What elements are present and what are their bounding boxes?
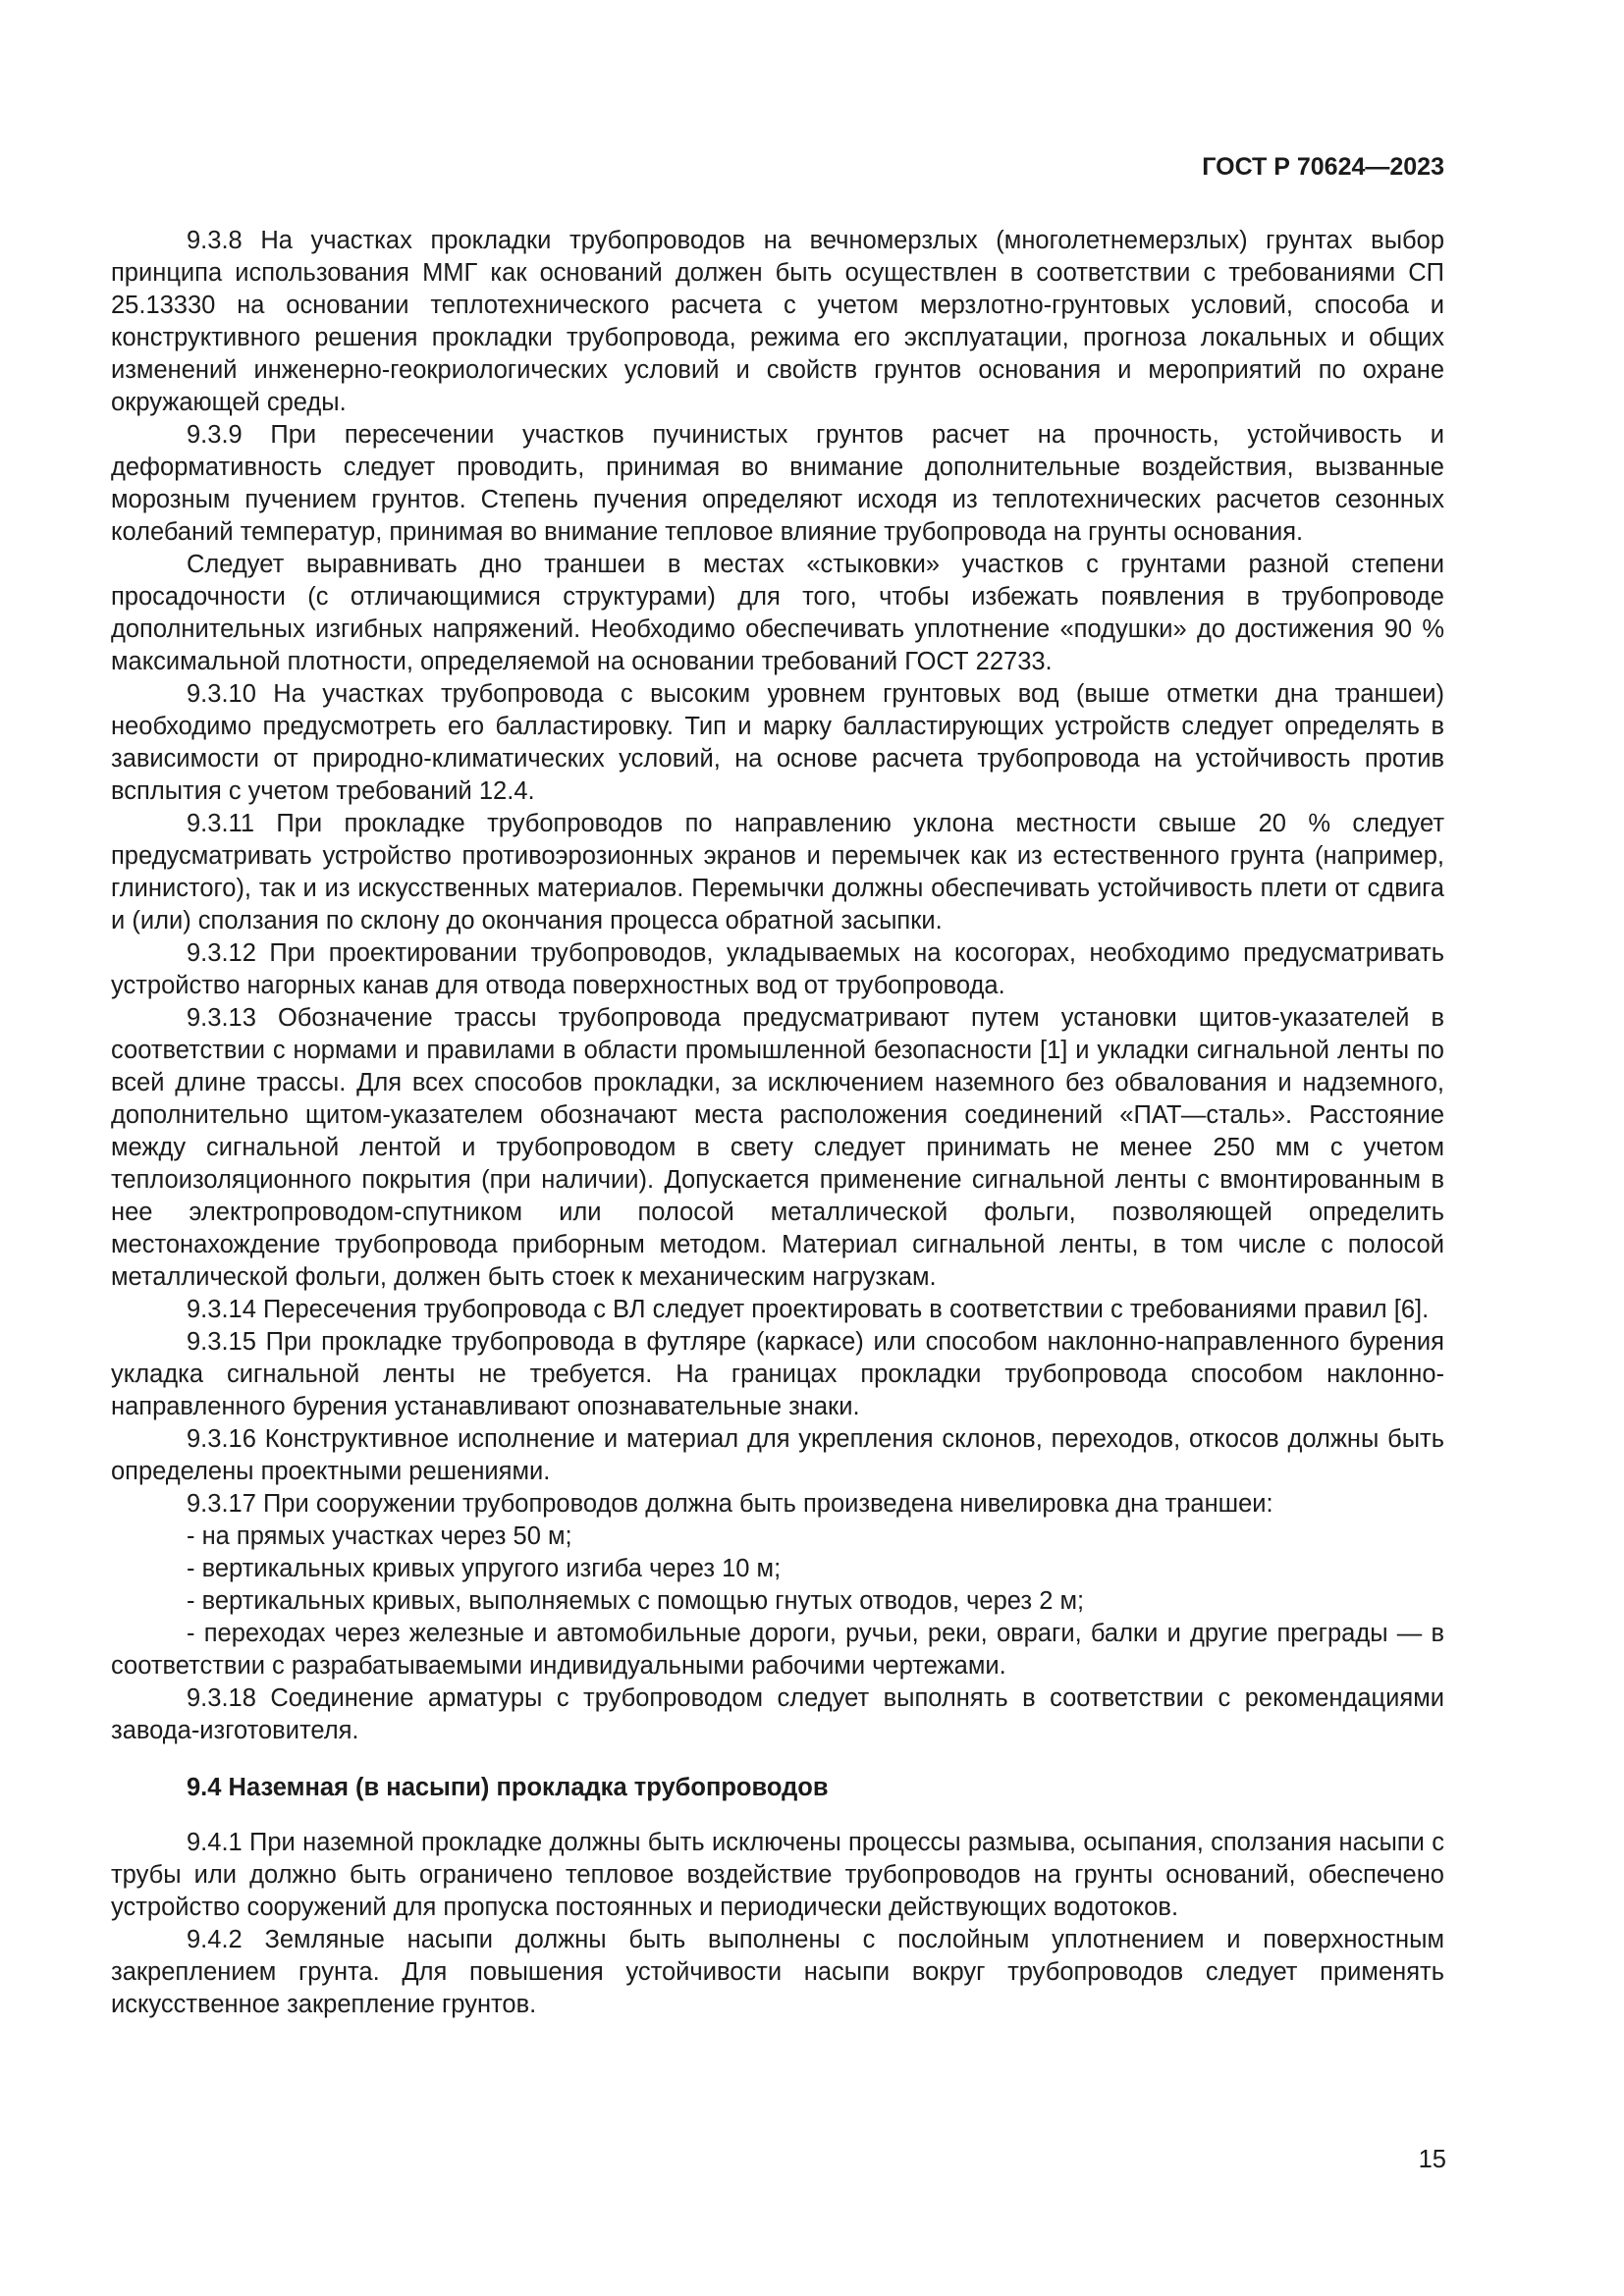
paragraph-9-3-15: 9.3.15 При прокладке трубопровода в футляре (каркасе) или способом наклонно-направленного бурения укладка сигнальной ленты не требуется. На границах прокладки трубопровода способом наклонно-направленного бурения устанавливают опознавательные знаки. — [111, 1328, 1444, 1420]
paragraph-9-3-12: 9.3.12 При проектировании трубопроводов, укладываемых на косогорах, необходимо предусматривать устройство нагорных канав для отвода поверхностных вод от трубопровода. — [111, 939, 1444, 999]
paragraph-9-3-10: 9.3.10 На участках трубопровода с высоким уровнем грунтовых вод (выше отметки дна траншеи) необходимо предусмотреть его балластировку. Тип и марку балластирующих устройств следует определять в зависимости от природно-климатических условий, на основе расчета трубопровода на устойчивость против всплытия с учетом требований 12.4. — [111, 680, 1444, 805]
document-header: ГОСТ Р 70624—2023 — [1202, 153, 1444, 181]
list-item-crossings: - переходах через железные и автомобильные дороги, ручьи, реки, овраги, балки и другие преграды — в соответствии с разрабатываемыми индивидуальными рабочими чертежами. — [111, 1620, 1444, 1680]
paragraph-9-3-8: 9.3.8 На участках прокладки трубопроводов на вечномерзлых (многолетнемерзлых) грунтах выбор принципа использования ММГ как оснований должен быть осуществлен в соответствии с требованиями СП 25.13330 на основании теплотехнического расчета с учетом мерзлотно-грунтовых условий, способа и конструктивного решения прокладки трубопровода, режима его эксплуатации, прогноза локальных и общих изменений инженерно-геокриологических условий и свойств грунтов основания и мероприятий по охране окружающей среды. — [111, 227, 1444, 416]
list-item-straight-sections: - на прямых участках через 50 м; — [187, 1522, 572, 1550]
paragraph-9-3-11: 9.3.11 При прокладке трубопроводов по направлению уклона местности свыше 20 % следует предусматривать устройство противоэрозионных экранов и перемычек как из естественного грунта (например, глинистого), так и из искусственных материалов. Перемычки должны обеспечивать устойчивость плети от сдвига и (или) сползания по склону до окончания процесса обратной засыпки. — [111, 810, 1444, 934]
paragraph-9-3-17: 9.3.17 При сооружении трубопроводов должна быть произведена нивелировка дна траншеи: — [187, 1490, 1273, 1518]
list-item-elastic-bend-curves: - вертикальных кривых упругого изгиба через 10 м; — [187, 1555, 782, 1582]
paragraph-9-3-16: 9.3.16 Конструктивное исполнение и материал для укрепления склонов, переходов, откосов должны быть определены проектными решениями. — [111, 1425, 1444, 1485]
page-number: 15 — [1418, 2146, 1446, 2173]
document-body — [111, 225, 1444, 2021]
section-heading-9-4: 9.4 Наземная (в насыпи) прокладка трубопроводов — [187, 1774, 829, 1801]
paragraph-9-3-18: 9.3.18 Соединение арматуры с трубопроводом следует выполнять в соответствии с рекомендациями завода-изготовителя. — [111, 1684, 1444, 1744]
paragraph-9-4-1: 9.4.1 При наземной прокладке должны быть исключены процессы размыва, осыпания, сползания насыпи с трубы или должно быть ограничено тепловое воздействие трубопроводов на грунты оснований, обеспечено устройство сооружений для пропуска постоянных и периодически действующих водотоков. — [111, 1829, 1444, 1921]
paragraph-9-4-2: 9.4.2 Земляные насыпи должны быть выполнены с послойным уплотнением и поверхностным закреплением грунта. Для повышения устойчивости насыпи вокруг трубопроводов следует применять искусственное закрепление грунтов. — [111, 1926, 1444, 2018]
paragraph-9-3-13: 9.3.13 Обозначение трассы трубопровода предусматривают путем установки щитов-указателей в соответствии с нормами и правилами в области промышленной безопасности [1] и укладки сигнальной ленты по всей длине трассы. Для всех способов прокладки, за исключением наземного без обвалования и надземного, дополнительно щитом-указателем обозначают места расположения соединений «ПАТ—сталь». Расстояние между сигнальной лентой и трубопроводом в свету следует принимать не менее 250 мм с учетом теплоизоляционного покрытия (при наличии). Допускается применение сигнальной ленты с вмонтированным в нее электропроводом-спутником или полосой металлической фольги, позволяющей определить местонахождение трубопровода приборным методом. Материал сигнальной ленты, в том числе с полосой металлической фольги, должен быть стоек к механическим нагрузкам. — [111, 1004, 1444, 1291]
paragraph-9-3-9: 9.3.9 При пересечении участков пучинистых грунтов расчет на прочность, устойчивость и деформативность следует проводить, принимая во внимание дополнительные воздействия, вызванные морозным пучением грунтов. Степень пучения определяют исходя из теплотехнических расчетов сезонных колебаний температур, принимая во внимание тепловое влияние трубопровода на грунты основания. — [111, 421, 1444, 546]
paragraph-9-3-9-continued: Следует выравнивать дно траншеи в местах «стыковки» участков с грунтами разной степени просадочности (с отличающимися структурами) для того, чтобы избежать появления в трубопроводе дополнительных изгибных напряжений. Необходимо обеспечивать уплотнение «подушки» до достижения 90 % максимальной плотности, определяемой на основании требований ГОСТ 22733. — [111, 551, 1444, 675]
list-item-bent-branch-curves: - вертикальных кривых, выполняемых с помощью гнутых отводов, через 2 м; — [187, 1587, 1085, 1615]
paragraph-9-3-14: 9.3.14 Пересечения трубопровода с ВЛ следует проектировать в соответствии с требованиями правил [6]. — [187, 1296, 1430, 1323]
